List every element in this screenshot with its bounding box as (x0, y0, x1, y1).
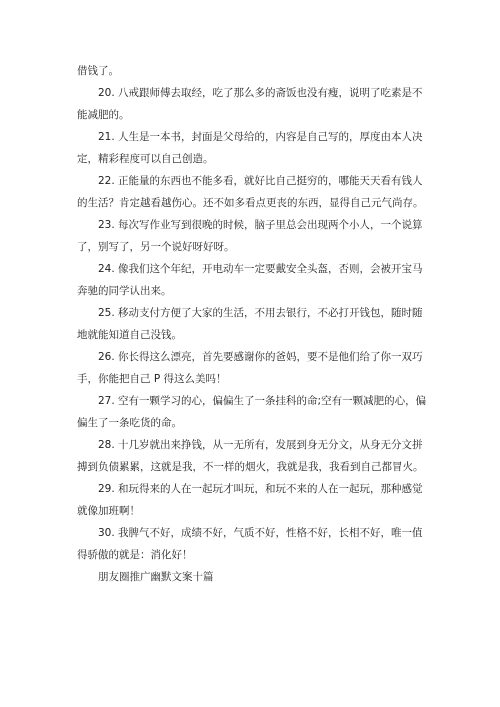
paragraph-29: 29. 和玩得来的人在一起玩才叫玩，和玩不来的人在一起玩，那种感觉就像加班啊！ (77, 483, 423, 517)
paragraph-26: 26. 你长得这么漂亮，首先要感谢你的爸妈，要不是他们给了你一双巧手，你能把自己 P 得这么美吗！ (77, 351, 423, 385)
paragraph-27: 27. 空有一颗学习的心，偏偏生了一条挂科的命;空有一颗减肥的心，偏偏生了一条吃货的命。 (77, 395, 427, 429)
paragraph-24: 24. 像我们这个年纪，开电动车一定要戴安全头盔，否则，会被开宝马奔驰的同学认出来。 (77, 263, 423, 297)
paragraph-21: 21. 人生是一本书，封面是父母给的，内容是自己写的，厚度由本人决定，精彩程度可以自己创造。 (77, 131, 423, 165)
document-body (77, 60, 427, 588)
paragraph-22: 22. 正能量的东西也不能多看，就好比自己挺穷的，哪能天天看有钱人的生活？肯定越看越伤心。还不如多看点更丧的东西，显得自己元气尚存。 (77, 175, 424, 209)
paragraph-20: 20. 八戒跟师傅去取经，吃了那么多的斋饭也没有瘦，说明了吃素是不能减肥的。 (77, 87, 423, 121)
paragraph-continuation: 借钱了。 (77, 65, 119, 77)
paragraph-28: 28. 十几岁就出来挣钱，从一无所有，发展到身无分文，从身无分文拼搏到负债累累，这就是我，不一样的烟火，我就是我，我看到自己都冒火。 (77, 439, 424, 473)
section-title: 朋友圈推广幽默文案十篇 (98, 571, 214, 583)
paragraph-30: 30. 我脾气不好，成绩不好，气质不好，性格不好，长相不好，唯一值得骄傲的就是：消化好！ (77, 527, 423, 561)
paragraph-23: 23. 每次写作业写到很晚的时候，脑子里总会出现两个小人，一个说算了，别写了，另一个说好呀好呀。 (77, 219, 423, 253)
paragraph-25: 25. 移动支付方便了大家的生活，不用去银行，不必打开钱包，随时随地就能知道自己没钱。 (77, 307, 423, 341)
